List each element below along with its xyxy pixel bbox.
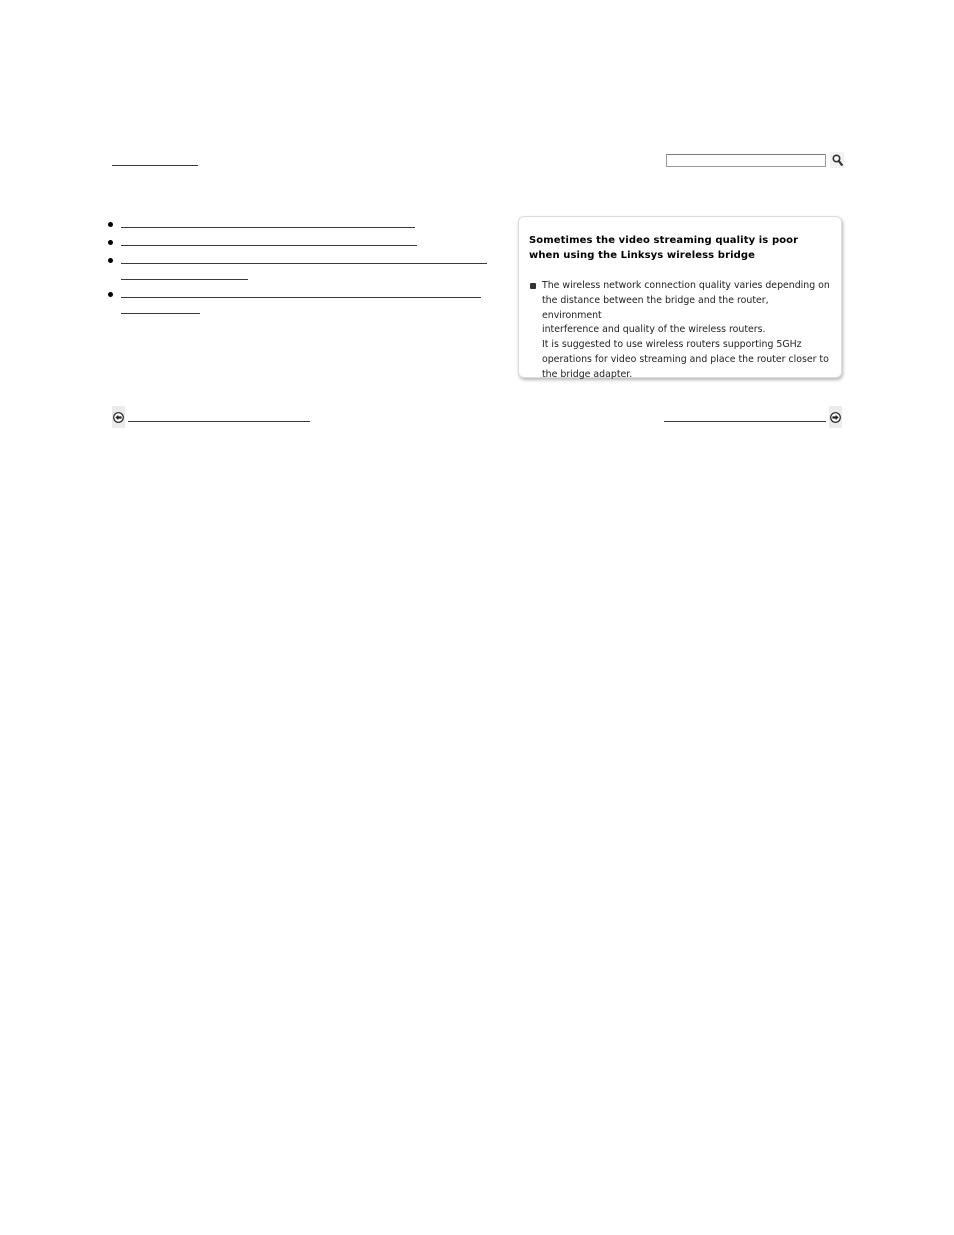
magnifier-icon <box>832 154 843 166</box>
arrow-right-icon[interactable] <box>829 406 842 428</box>
related-link[interactable] <box>121 253 496 280</box>
related-links-list <box>106 214 496 318</box>
next-page-nav <box>664 406 842 428</box>
search-button[interactable] <box>830 152 844 168</box>
panel-body <box>529 279 831 383</box>
list-item <box>106 287 496 318</box>
panel-title: Sometimes the video streaming quality is poor when using the Linksys wireless bridge <box>529 235 799 261</box>
related-link[interactable] <box>121 217 415 228</box>
panel-body-line: It is suggested to use wireless routers supporting 5GHz <box>542 339 802 351</box>
list-item <box>106 235 496 250</box>
list-item <box>106 217 496 232</box>
previous-page-link[interactable] <box>128 411 310 422</box>
related-link[interactable] <box>121 287 496 314</box>
bullet-icon <box>108 258 113 263</box>
top-nav-link[interactable] <box>112 155 198 166</box>
related-link[interactable] <box>121 235 417 246</box>
next-page-link[interactable] <box>664 411 826 422</box>
panel-body-line: the bridge adapter. <box>542 368 633 380</box>
panel-body-line: interference and quality of the wireless routers. <box>542 324 766 336</box>
bullet-icon <box>108 240 113 245</box>
panel-body-line: operations for video streaming and place the router closer to <box>542 353 829 365</box>
previous-page-nav <box>112 406 310 428</box>
troubleshooting-panel <box>518 216 842 378</box>
search-input[interactable] <box>666 154 826 167</box>
panel-body-line: The wireless network connection quality varies depending on <box>542 280 830 291</box>
bullet-icon <box>108 292 113 297</box>
list-item <box>106 253 496 284</box>
bullet-icon <box>108 222 113 227</box>
panel-body-line: the distance between the bridge and the router, environment <box>542 294 769 321</box>
arrow-left-icon[interactable] <box>112 406 125 428</box>
square-bullet-icon <box>530 283 536 289</box>
